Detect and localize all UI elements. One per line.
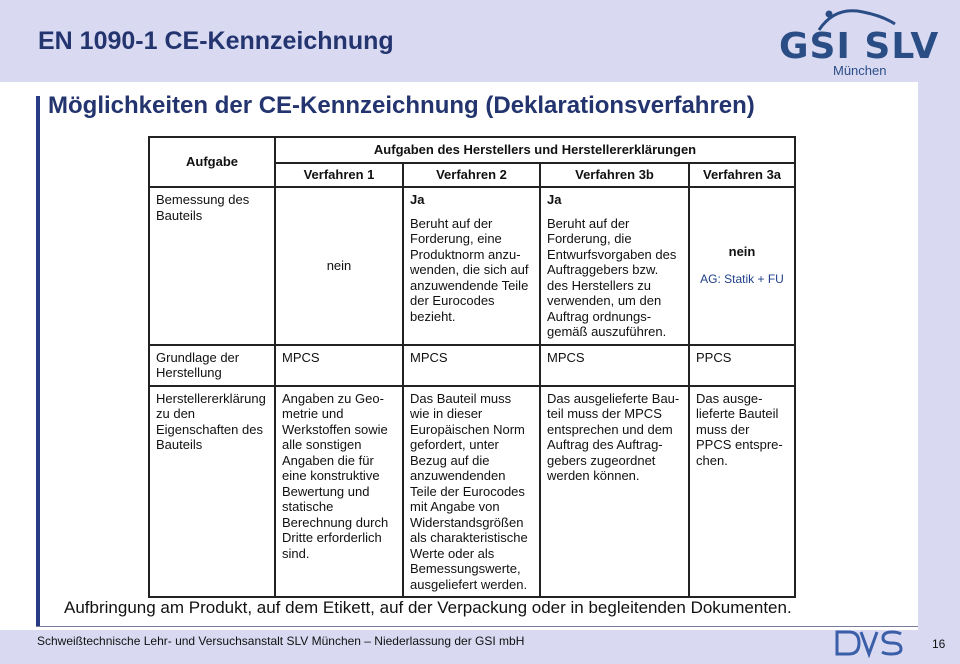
cell-text: Das ausge- lieferte Bauteil muss der PPCS entspre- chen. [689,386,795,598]
table-row [149,386,795,598]
row-label: Grundlage der Herstellung [149,345,275,386]
page-title: EN 1090-1 CE-Kennzeichnung [38,27,394,55]
cell-text: Angaben zu Geo- metrie und Werkstoffen sowie alle sonstigen Angaben die für eine konstruktive Bewertung und statische Berechnung durch Dritte erforderlich sind. [275,386,403,598]
table-row [149,345,795,386]
cell-value: nein [275,187,403,345]
column-header: Verfahren 1 [275,163,403,187]
table-cell [403,187,540,345]
footnote: Aufbringung am Produkt, auf dem Etikett, auf der Verpackung oder in begleitenden Dokumenten. [64,598,792,617]
cell-text: Das ausgelieferte Bau- teil muss der MPCS entsprechen und dem Auftrag des Auftrag- gebers zugeordnet werden können. [540,386,689,598]
accent-bar [36,96,40,626]
declaration-table [148,136,796,598]
cell-value: MPCS [275,345,403,386]
cell-value: MPCS [403,345,540,386]
page-number: 16 [932,637,946,651]
logo-text: GSI SLV [779,26,940,67]
table-cell [540,187,689,345]
row-label: Bemessung des Bauteils [149,187,275,345]
cell-heading: Ja [410,192,425,207]
footer-divider [36,626,918,627]
table-group-header: Aufgaben des Herstellers und Herstellererklärungen [275,137,795,163]
cell-value: MPCS [540,345,689,386]
table-corner-header: Aufgabe [149,137,275,187]
table-cell [689,187,795,345]
gsi-slv-logo [775,4,940,80]
column-header: Verfahren 3b [540,163,689,187]
cell-text: Das Bauteil muss wie in dieser Europäischen Norm gefordert, unter Bezug auf die anzuwendenden Teile der Eurocodes mit Angabe von Widerstandsgrößen als charakteristische Werte oder als Bemessungswerte, ausgeliefert werden. [403,386,540,598]
cell-heading: Ja [547,192,562,207]
logo-city: München [833,63,887,78]
cell-value: nein [728,244,756,260]
row-label: Herstellererklärung zu den Eigenschaften des Bauteils [149,386,275,598]
dvs-logo-icon [834,628,906,658]
cell-note: AG: Statik + FU [700,271,784,286]
slide-subtitle: Möglichkeiten der CE-Kennzeichnung (Deklarationsverfahren) [48,92,755,119]
table-row [149,187,795,345]
cell-text: Beruht auf der Forderung, eine Produktnorm anzu- wenden, die sich auf anzuwendende Teile der Eurocodes bezieht. [410,215,529,324]
cell-value: PPCS [689,345,795,386]
column-header: Verfahren 3a [689,163,795,187]
cell-text: Beruht auf der Forderung, die Entwurfsvorgaben des Auftraggebers bzw. des Herstellers zu verwenden, um den Auftrag ordnungs- gemäß auszuführen. [547,215,677,339]
column-header: Verfahren 2 [403,163,540,187]
footer-text: Schweißtechnische Lehr- und Versuchsanstalt SLV München – Niederlassung der GSI mbH [37,634,525,648]
